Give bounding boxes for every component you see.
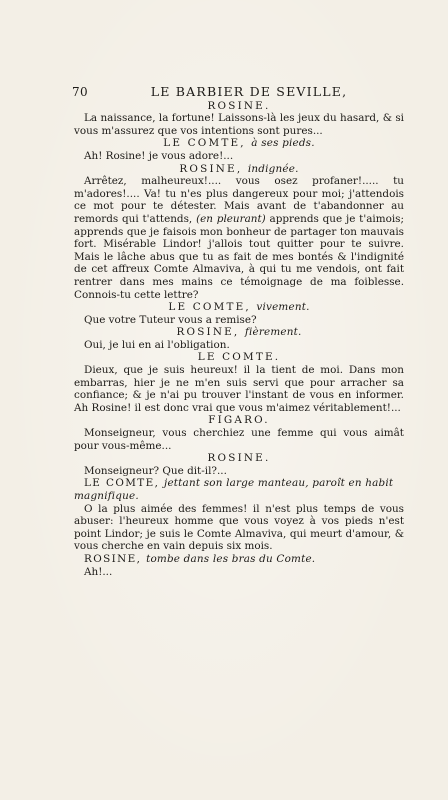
stage-direction: tombe dans les bras du Comte. xyxy=(146,552,316,565)
speech-text: Arrêtez, malheureux!.... vous osez profaner!..... tu m'adores!.... Va! tu n'es plus dangereux pour moi; j'attendois ce mot pour te détester. Mais avant de t'abandonner au remords qui t'attends, (en pleurant) apprends que je t'aimois; apprends que je faisois mon bonheur de partager ton mauvais fort. Misérable Lindor! j'allois tout quitter pour te suivre. Mais le lâche abus que tu as fait de mes bontés & l'indignité de cet affreux Comte Almaviva, à qui tu me vendois, ont fait rentrer dans mes mains ce témoignage de ma foiblesse. Connois-tu cette lettre? xyxy=(74,175,404,301)
speech-text: Ah!... xyxy=(84,565,113,578)
stage-direction: fièrement. xyxy=(244,326,302,339)
speech-text: O la plus aimée des femmes! il n'est plus temps de vous abuser: l'heureux homme que vous voyez à vos pieds n'est point Lindor; je suis le Comte Almaviva, qui meurt d'amour, & vous cherche en vain depuis six mois. xyxy=(74,502,404,553)
speech-text: Oui, je lui en ai l'obligation. xyxy=(84,338,230,351)
speaker-label: ROSINE. xyxy=(207,99,271,112)
speech-text: La naissance, la fortune! Laissons-là les jeux du hasard, & si vous m'assurez que vos intentions sont pures... xyxy=(74,112,404,137)
speaker-label: LE COMTE, à ses pieds. xyxy=(163,137,315,150)
running-title: LE BARBIER DE SEVILLE, xyxy=(150,84,348,99)
speaker-label: ROSINE, tombe dans les bras du Comte. xyxy=(84,552,316,565)
stage-direction: indignée. xyxy=(247,162,299,175)
speech-text: Que votre Tuteur vous a remise? xyxy=(84,313,257,326)
inline-stage-direction: (en pleurant) xyxy=(196,212,266,225)
speech-text: Monseigneur, vous cherchiez une femme qui vous aimât pour vous-même... xyxy=(74,427,404,452)
stage-direction: à ses pieds. xyxy=(251,137,315,150)
speech-text: Monseigneur? Que dit-il?... xyxy=(84,464,227,477)
page-number: 70 xyxy=(72,85,89,99)
speech-text: Dieux, que je suis heureux! il la tient de moi. Dans mon embarras, hier je ne m'en suis servi que pour arracher sa confiance; & je n'ai pu trouver l'instant de vous en informer. Ah Rosine! il est donc vrai que vous m'aimez véritablement!... xyxy=(74,364,404,414)
stage-direction: jettant son large manteau, paroît en habit magnifique. xyxy=(74,477,394,502)
speaker-label: FIGARO. xyxy=(208,414,270,427)
running-head xyxy=(72,86,404,99)
speaker-label: LE COMTE, vivement. xyxy=(168,301,310,314)
speaker-label: LE COMTE. xyxy=(197,351,281,364)
speaker-label: LE COMTE, jettant son large manteau, paroît en habit magnifique. xyxy=(74,477,394,502)
stage-direction: vivement. xyxy=(256,301,310,314)
speaker-label: ROSINE, indignée. xyxy=(179,162,299,175)
speaker-label: ROSINE. xyxy=(207,452,271,465)
speech-text: Ah! Rosine! je vous adore!... xyxy=(84,149,234,162)
speaker-label: ROSINE, fièrement. xyxy=(176,326,302,339)
page-text xyxy=(74,86,404,578)
